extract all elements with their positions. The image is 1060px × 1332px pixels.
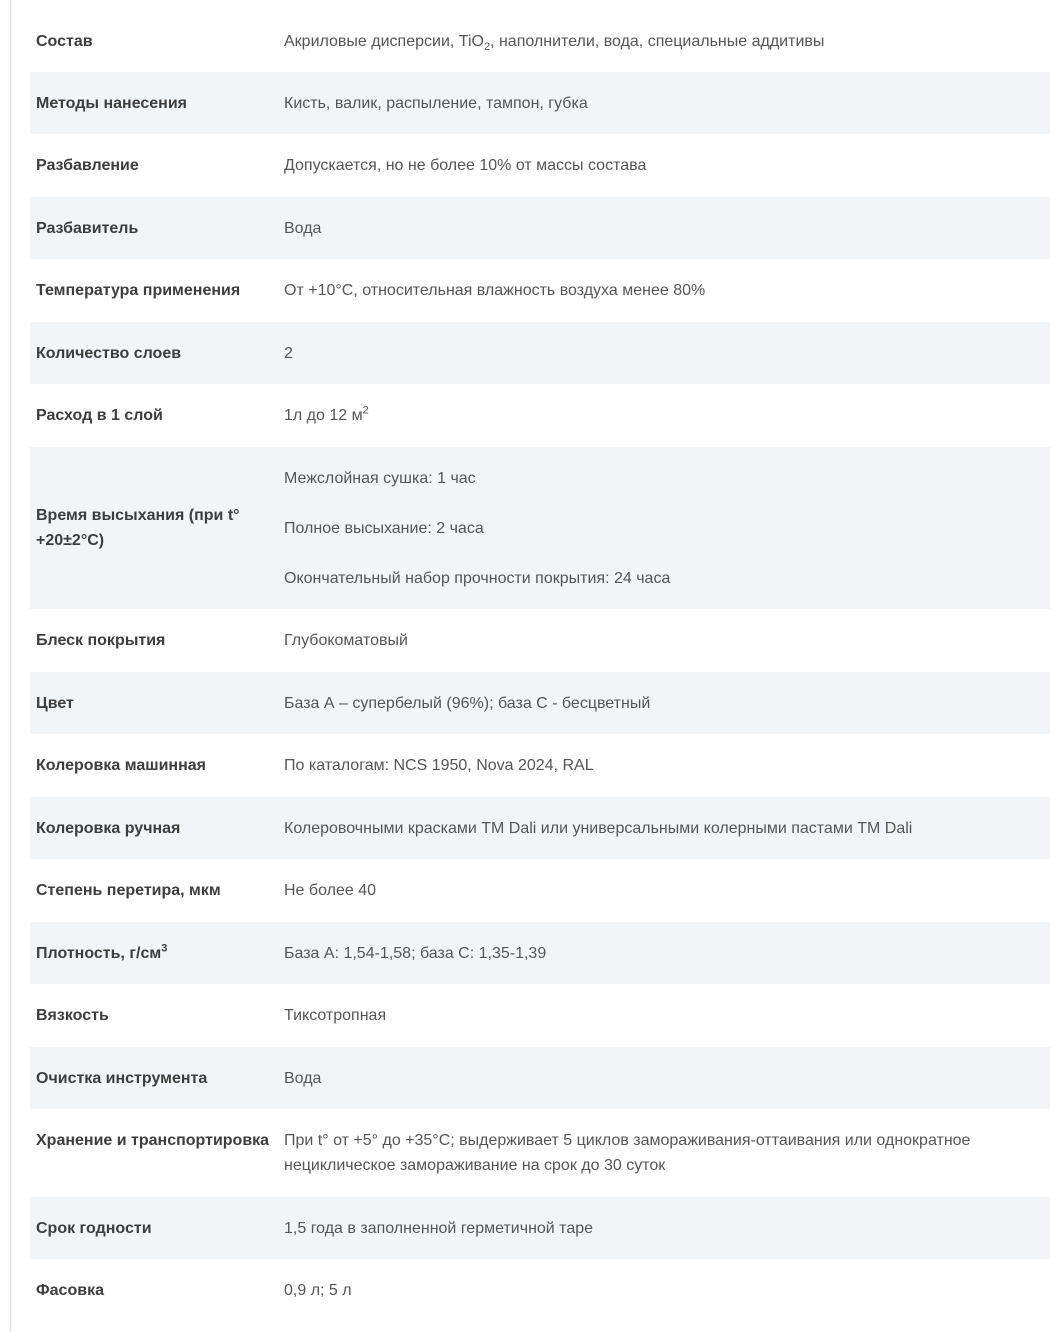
- spec-label: Состав: [36, 33, 93, 50]
- drying-interlayer: Межслойная сушка: 1 час: [284, 470, 476, 487]
- spec-value: Тиксотропная: [284, 1007, 387, 1024]
- spec-label: Время высыхания (при t° +20±2°С): [36, 507, 240, 549]
- spec-label-text: Плотность, г/см: [36, 945, 162, 962]
- spec-value: Колеровочными красками ТМ Dali или универсальными колерными пастами ТМ Dali: [284, 820, 913, 837]
- spec-value: По каталогам: NCS 1950, Nova 2024, RAL: [284, 757, 594, 774]
- spec-row-packaging: [30, 1259, 1050, 1322]
- spec-row-color: [30, 672, 1050, 734]
- spec-value: [278, 10, 1050, 72]
- spec-value: Допускается, но не более 10% от массы состава: [284, 157, 647, 174]
- spec-value-text: , наполнители, вода, специальные аддитивы: [490, 33, 825, 50]
- spec-row-consumption: [30, 384, 1050, 447]
- spec-label: Цвет: [36, 695, 74, 712]
- spec-label: Температура применения: [36, 282, 241, 299]
- spec-label: Блеск покрытия: [36, 632, 166, 649]
- spec-label: Количество слоев: [36, 345, 182, 362]
- spec-row-dilution: [30, 134, 1050, 197]
- spec-value: Вода: [284, 1070, 322, 1087]
- left-border-line: [10, 0, 11, 1332]
- spec-row-machine-tinting: [30, 734, 1050, 797]
- spec-value: 1,5 года в заполненной герметичной таре: [284, 1220, 594, 1237]
- spec-value: Вода: [284, 220, 322, 237]
- spec-row-application-temperature: [30, 259, 1050, 322]
- spec-label: Разбавитель: [36, 220, 139, 237]
- drying-final-strength: Окончательный набор прочности покрытия: 24 часа: [284, 570, 671, 587]
- spec-value: [278, 447, 1050, 609]
- spec-value: База А: 1,54-1,58; база С: 1,35-1,39: [284, 945, 547, 962]
- spec-row-application-methods: [30, 72, 1050, 134]
- spec-value: Кисть, валик, распыление, тампон, губка: [284, 95, 588, 112]
- spec-label: Методы нанесения: [36, 95, 188, 112]
- spec-value: База А – супербелый (96%); база С - бесцветный: [284, 695, 651, 712]
- spec-label: Расход в 1 слой: [36, 407, 163, 424]
- spec-row-number-of-coats: [30, 322, 1050, 384]
- spec-value-text: Акриловые дисперсии, TiO: [284, 33, 484, 50]
- spec-label: [30, 922, 278, 984]
- spec-label: Степень перетира, мкм: [36, 882, 221, 899]
- drying-full: Полное высыхание: 2 часа: [284, 520, 484, 537]
- spec-row-density: [30, 922, 1050, 984]
- spec-value-text: 1л до 12 м: [284, 407, 363, 424]
- spec-label: Хранение и транспортировка: [36, 1132, 270, 1149]
- spec-label: Разбавление: [36, 157, 139, 174]
- spec-value: Не более 40: [284, 882, 376, 899]
- spec-value: [278, 384, 1050, 447]
- spec-value: При t° от +5° до +35°С; выдерживает 5 циклов замораживания-оттаивания или однократное нециклическое замораживание на срок до 30 суток: [284, 1132, 971, 1174]
- spec-value: Глубокоматовый: [284, 632, 408, 649]
- spec-label: Срок годности: [36, 1220, 152, 1237]
- superscript: 2: [362, 404, 369, 417]
- spec-label: Фасовка: [36, 1282, 104, 1299]
- superscript: 3: [161, 942, 168, 955]
- spec-row-grind-degree: [30, 859, 1050, 922]
- spec-value: 0,9 л; 5 л: [284, 1282, 352, 1299]
- subscript: 2: [483, 41, 491, 54]
- spec-row-drying-time: [30, 447, 1050, 609]
- spec-row-gloss: [30, 609, 1050, 672]
- spec-label: Колеровка ручная: [36, 820, 181, 837]
- spec-row-shelf-life: [30, 1197, 1050, 1259]
- spec-row-manual-tinting: [30, 797, 1050, 859]
- spec-value: От +10°С, относительная влажность воздуха менее 80%: [284, 282, 706, 299]
- spec-label: Вязкость: [36, 1007, 109, 1024]
- spec-label: Очистка инструмента: [36, 1070, 208, 1087]
- spec-label: Колеровка машинная: [36, 757, 206, 774]
- spec-row-viscosity: [30, 984, 1050, 1047]
- spec-value: 2: [284, 345, 293, 362]
- spec-row-thinner: [30, 197, 1050, 259]
- spec-row-storage: [30, 1109, 1050, 1197]
- specifications-table: [30, 10, 1050, 1322]
- spec-row-composition: [30, 10, 1050, 72]
- spec-row-tool-cleaning: [30, 1047, 1050, 1109]
